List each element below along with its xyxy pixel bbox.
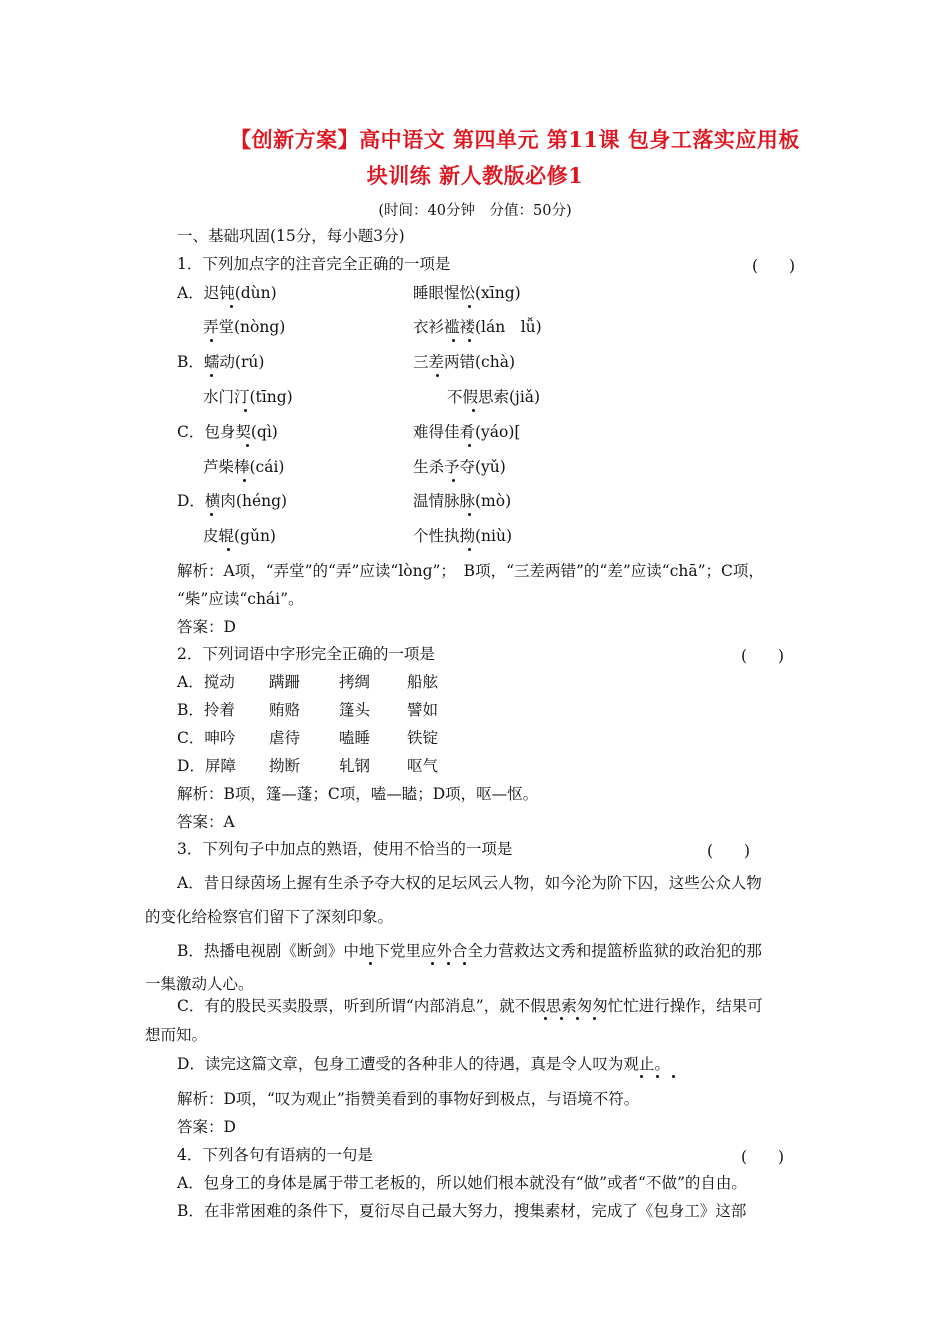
time-and-score: (时间：40分钟 分值：50分) — [378, 203, 572, 219]
q1-option-b-1: B．蠕动(rú) — [177, 353, 265, 371]
q3-option-b-line2: 一集激动人心。 — [145, 975, 254, 993]
q1-option-a-2: 睡眼惺忪(xīng) — [413, 284, 521, 302]
q1-option-d-4: 个性执拗(niù) — [413, 527, 513, 545]
document-title-line1: 【创新方案】高中语文 第四单元 第11课 包身工落实应用板 — [230, 127, 800, 152]
emphasis-dot — [227, 548, 230, 551]
q1-analysis-line1: 解析：A项，“弄堂”的“弄”应读“lònɡ”； B项，“三差两错”的“差”应读“chā”；C项， — [177, 562, 764, 580]
q3-option-a-line1: A．昔日绿茵场上握有生杀予夺大权的足坛风云人物，如今沦为阶下囚，这些公众人物 — [177, 874, 762, 892]
q2-answer-blank: ( ) — [741, 647, 785, 665]
q1-option-d-1: D．横肉(héng) — [177, 492, 288, 510]
emphasis-dot — [656, 1075, 659, 1078]
q1-option-b-2: 三差两错(chà) — [413, 353, 515, 371]
q1-option-c-3: 芦柴棒(cái) — [203, 458, 285, 476]
q3-option-d-line1: D．读完这篇文章，包身工遭受的各种非人的待遇，真是令人叹为观止。 — [177, 1055, 670, 1073]
q4-stem: 4．下列各句有语病的一句是 — [177, 1146, 373, 1164]
q1-answer-blank: ( ) — [752, 257, 796, 275]
q2-word: 虐待 — [269, 729, 301, 747]
q1-option-c-4: 生杀予夺(yǔ) — [413, 458, 506, 476]
q1-option-c-2: 难得佳肴(yáo)[ — [413, 423, 521, 441]
emphasis-dot — [468, 444, 471, 447]
q2-word: 铁锭 — [407, 729, 439, 747]
q2-word: B．拎着 — [177, 701, 235, 719]
emphasis-dot — [544, 1017, 547, 1020]
q1-option-d-2: 温情脉脉(mò) — [413, 492, 512, 510]
emphasis-dot — [210, 374, 213, 377]
emphasis-dot — [431, 962, 434, 965]
q2-stem: 2．下列词语中字形完全正确的一项是 — [177, 645, 435, 663]
q2-word: 拗断 — [269, 757, 301, 775]
q1-option-a-4: 衣衫褴褛(lán lǚ) — [413, 318, 542, 336]
emphasis-dot — [369, 962, 372, 965]
q1-answer: 答案：D — [177, 618, 236, 636]
emphasis-dot — [560, 1017, 563, 1020]
q2-word: 拷绸 — [339, 673, 371, 691]
q2-word: 船舷 — [407, 673, 439, 691]
q1-option-a-1: A．迟钝(dùn) — [177, 284, 277, 302]
q2-word: C．呻吟 — [177, 729, 236, 747]
emphasis-dot — [210, 339, 213, 342]
emphasis-dot — [463, 962, 466, 965]
q3-answer: 答案：D — [177, 1118, 236, 1136]
q2-word: 篷头 — [339, 701, 371, 719]
emphasis-dot — [672, 1075, 675, 1078]
emphasis-dot — [468, 513, 471, 516]
q2-answer: 答案：A — [177, 813, 235, 831]
q2-word: 譬如 — [407, 701, 439, 719]
emphasis-dot — [472, 409, 475, 412]
q2-word: 呕气 — [407, 757, 439, 775]
q3-option-c-line2: 想而知。 — [145, 1026, 208, 1044]
q3-option-a-line2: 的变化给检察官们留下了深刻印象。 — [145, 908, 394, 926]
emphasis-dot — [210, 513, 213, 516]
q1-stem: 1．下列加点字的注音完全正确的一项是 — [177, 255, 451, 273]
q3-analysis: 解析：D项，“叹为观止”指赞美看到的事物好到极点，与语境不符。 — [177, 1090, 640, 1108]
q1-analysis-line2: “柴”应读“chái”。 — [177, 590, 304, 608]
emphasis-dot — [447, 962, 450, 965]
emphasis-dot — [576, 1017, 579, 1020]
emphasis-dot — [468, 548, 471, 551]
emphasis-dot — [243, 479, 246, 482]
q1-option-a-3: 弄堂(nòng) — [203, 318, 286, 336]
q1-option-b-4: 不假思索(jiǎ) — [447, 388, 541, 406]
q3-option-c-line1: C．有的股民买卖股票，听到所谓“内部消息”，就不假思索匆匆忙忙进行操作，结果可 — [177, 997, 763, 1015]
q2-analysis: 解析：B项，篷—蓬；C项，嗑—瞌；D项，呕—怄。 — [177, 785, 539, 803]
q2-word: 嗑睡 — [339, 729, 371, 747]
emphasis-dot — [640, 1075, 643, 1078]
q2-word: 蹒跚 — [269, 673, 301, 691]
emphasis-dot — [230, 305, 233, 308]
q3-answer-blank: ( ) — [707, 842, 751, 860]
emphasis-dot — [452, 339, 455, 342]
emphasis-dot — [244, 409, 247, 412]
emphasis-dot — [436, 374, 439, 377]
q4-option-b-line1: B．在非常困难的条件下，夏衍尽自己最大努力，搜集素材，完成了《包身工》这部 — [177, 1202, 747, 1220]
q2-word: 轧钢 — [339, 757, 371, 775]
q4-option-a-line1: A．包身工的身体是属于带工老板的，所以她们根本就没有“做”或者“不做”的自由。 — [177, 1174, 747, 1192]
emphasis-dot — [452, 479, 455, 482]
q2-word: D．屏障 — [177, 757, 236, 775]
document-title-line2: 块训练 新人教版必修1 — [366, 163, 584, 188]
emphasis-dot — [246, 444, 249, 447]
q2-word: A．搅动 — [177, 673, 235, 691]
section-heading: 一、基础巩固(15分，每小题3分) — [177, 227, 405, 245]
q3-stem: 3．下列句子中加点的熟语，使用不恰当的一项是 — [177, 840, 513, 858]
q1-option-c-1: C．包身契(qì) — [177, 423, 278, 441]
q1-option-d-3: 皮辊(gǔn) — [203, 527, 276, 545]
emphasis-dot — [593, 1017, 596, 1020]
q1-option-b-3: 水门汀(tīng) — [203, 388, 293, 406]
q2-word: 贿赂 — [269, 701, 301, 719]
q3-option-b-line1: B．热播电视剧《断剑》中地下党里应外合全力营救达文秀和提篮桥监狱的政治犯的那 — [177, 942, 762, 960]
q4-answer-blank: ( ) — [741, 1148, 785, 1166]
emphasis-dot — [468, 339, 471, 342]
emphasis-dot — [468, 305, 471, 308]
